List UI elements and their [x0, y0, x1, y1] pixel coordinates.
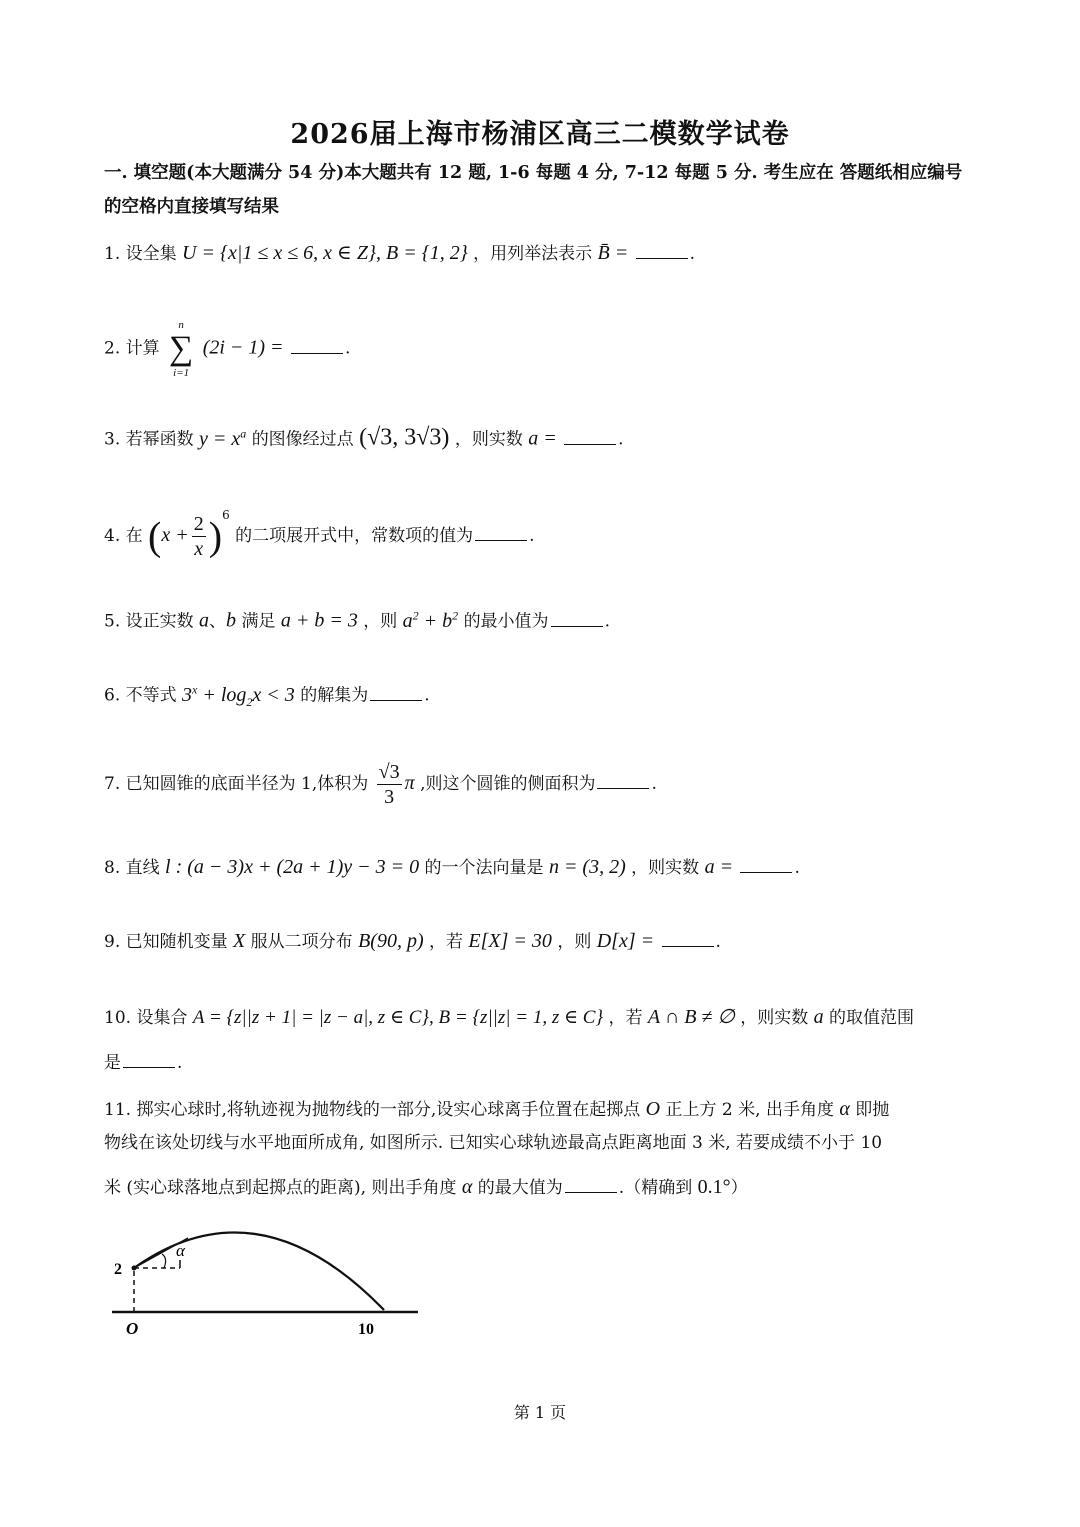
q9-dist: B(90, p) — [358, 930, 424, 952]
q11-line1b: 正上方 2 米, 出手角度 — [665, 1100, 834, 1120]
q9-e: E[X] = 30 — [468, 930, 552, 952]
q2-expr: (2i − 1) = — [202, 336, 284, 359]
q3-mid2: ，则实数 — [454, 429, 523, 450]
q7-pi: π — [404, 772, 415, 794]
question-3 — [104, 418, 984, 455]
q5-cond: a + b = 3 — [280, 609, 358, 632]
q6-exponent: x — [192, 682, 198, 696]
q2-end: . — [344, 338, 351, 359]
q6-prefix: 6. 不等式 — [104, 685, 177, 706]
q4-end: . — [529, 526, 535, 546]
q6-end: . — [424, 685, 430, 706]
sigma-glyph: ∑ — [169, 330, 194, 367]
q3-expr — [199, 428, 246, 450]
question-1 — [104, 238, 984, 269]
question-7 — [104, 760, 984, 809]
question-9 — [104, 926, 984, 957]
question-4 — [104, 500, 984, 561]
q1-end: . — [689, 244, 696, 264]
q4-power: 6 — [222, 508, 230, 522]
question-8 — [104, 852, 984, 883]
answer-blank[interactable] — [370, 682, 422, 701]
q10-mid: ，若 — [608, 1008, 643, 1028]
label-10: 10 — [358, 1321, 374, 1338]
answer-blank[interactable] — [565, 1174, 617, 1193]
angle-arc — [162, 1254, 166, 1268]
answer-blank[interactable] — [564, 426, 616, 445]
answer-blank[interactable] — [636, 240, 688, 259]
answer-blank[interactable] — [291, 335, 343, 354]
q10-end: . — [177, 1053, 183, 1073]
q6-text: 的解集为 — [300, 685, 369, 706]
q8-end: . — [794, 858, 800, 878]
q4-x: x + — [161, 524, 189, 546]
q10-text: 的取值范围 — [829, 1008, 915, 1028]
q3-point: (√3, 3√3) — [359, 424, 450, 451]
sigma-bottom: i=1 — [173, 367, 190, 379]
q7-text: ,则这个圆锥的侧面积为 — [420, 774, 596, 794]
q3-mid: 的图像经过点 — [251, 429, 354, 450]
q11-line1c: 即抛 — [855, 1100, 890, 1120]
q4-open-paren: ( — [148, 513, 162, 559]
q11-alpha: α — [839, 1098, 850, 1120]
q11-line3a: 米 (实心球落地点到起掷点的距离), 则出手角度 — [104, 1178, 457, 1198]
q5-b: b — [226, 609, 237, 632]
answer-blank[interactable] — [123, 1049, 175, 1068]
label-alpha: α — [176, 1241, 185, 1260]
q1-prefix: 1. 设全集 — [104, 244, 177, 264]
trajectory-curve — [134, 1232, 384, 1310]
q5-prefix: 5. 设正实数 — [104, 611, 194, 632]
q8-mid2: ，则实数 — [631, 858, 700, 878]
q11-line1a: 11. 掷实心球时,将轨迹视为抛物线的一部分,设实心球离手位置在起掷点 — [104, 1100, 641, 1120]
q3-var: a = — [528, 427, 557, 450]
q2-prefix: 2. 计算 — [104, 338, 160, 359]
q5-sep: 、 — [209, 611, 227, 632]
answer-blank[interactable] — [740, 854, 792, 873]
q9-X: X — [233, 930, 246, 952]
q11-prec: 0.1° — [697, 1176, 731, 1198]
q9-mid3: ，则 — [557, 932, 592, 952]
q10-line2: 是 — [104, 1053, 121, 1073]
q6-expr — [182, 682, 295, 709]
q4-denominator: x — [194, 538, 204, 560]
q4-fraction — [192, 512, 206, 561]
q5-expr-b: + b — [418, 609, 453, 632]
trajectory-figure — [108, 1210, 438, 1350]
q10-mid2: ，则实数 — [740, 1008, 809, 1028]
q6-base: 3 — [182, 683, 193, 706]
q8-expr: l : (a − 3)x + (2a + 1)y − 3 = 0 — [165, 856, 420, 878]
q5-expr-a: a — [402, 609, 413, 632]
section-heading-line2: 的空格内直接填写结果 — [104, 197, 279, 217]
page-number: 第 1 页 — [513, 1403, 567, 1422]
q11-line3c: .（精确到 — [618, 1178, 693, 1198]
q11-line3d: ） — [730, 1178, 748, 1198]
label-2: 2 — [114, 1261, 122, 1278]
sigma-symbol — [169, 318, 193, 380]
page-title: 2026届上海市杨浦区高三二模数学试卷 — [290, 119, 790, 150]
q5-mid2: ，则 — [363, 611, 398, 632]
q5-mid: 满足 — [241, 611, 276, 632]
q7-denominator: 3 — [384, 786, 395, 808]
question-11-line2: 物线在该处切线与水平地面所成角, 如图所示. 已知实心球轨迹最高点距离地面 3 米, 若要成绩不小于 10 — [104, 1133, 883, 1153]
q7-numerator: √3 — [378, 761, 400, 783]
section-heading-line1: 一. 填空题(本大题满分 54 分)本大题共有 12 题, 1-6 每题 4 分, 7-12 每题 5 分. 考生应在 答题纸相应编号 — [104, 163, 963, 183]
q9-prefix: 9. 已知随机变量 — [104, 932, 228, 952]
q9-end: . — [715, 932, 721, 952]
question-2 — [104, 318, 984, 380]
q6-log: + log — [197, 683, 247, 706]
q3-end: . — [618, 429, 624, 450]
question-11-line3 — [104, 1172, 984, 1203]
label-O: O — [126, 1319, 139, 1338]
answer-blank[interactable] — [551, 608, 603, 627]
q5-a: a — [199, 609, 210, 632]
q5-end: . — [604, 611, 610, 632]
q5-text: 的最小值为 — [463, 611, 549, 632]
q4-close-paren: ) — [208, 513, 223, 559]
q7-end: . — [651, 774, 657, 794]
answer-blank[interactable] — [475, 522, 527, 541]
q10-var: a — [813, 1006, 824, 1028]
question-5 — [104, 600, 984, 637]
q8-vec: n = (3, 2) — [548, 856, 626, 878]
q1-expr: U = {x|1 ≤ x ≤ 6, x ∈ Z}, B = {1, 2} — [182, 242, 468, 264]
q7-fraction — [377, 760, 402, 809]
q10-cond: A ∩ B ≠ ∅ — [647, 1006, 735, 1028]
q1-mid: ，用列举法表示 — [473, 244, 593, 264]
q11-line3b: 的最大值为 — [477, 1178, 563, 1198]
q10-prefix: 10. 设集合 — [104, 1008, 188, 1028]
q5-square-1: 2 — [412, 608, 419, 622]
q5-square-2: 2 — [452, 608, 459, 622]
sigma-top: n — [178, 319, 184, 331]
q3-exponent: a — [240, 426, 247, 440]
q6-tail: x < 3 — [252, 683, 295, 706]
q7-prefix: 7. 已知圆锥的底面半径为 1,体积为 — [104, 774, 369, 794]
answer-blank[interactable] — [662, 928, 714, 947]
q9-mid2: ，若 — [429, 932, 464, 952]
question-10-line2 — [104, 1048, 984, 1078]
q9-d: D[x] = — [596, 930, 655, 952]
q8-mid: 的一个法向量是 — [424, 858, 544, 878]
q1-expr2: B̄ = — [597, 242, 629, 264]
q4-prefix: 4. 在 — [104, 526, 143, 546]
q3-expr-base: y = x — [199, 427, 241, 450]
q5-expr — [403, 610, 459, 632]
question-10 — [104, 1002, 984, 1033]
q4-numerator: 2 — [193, 513, 204, 535]
question-6 — [104, 674, 984, 717]
q8-var: a = — [704, 856, 734, 878]
q4-text: 的二项展开式中，常数项的值为 — [235, 526, 474, 546]
answer-blank[interactable] — [597, 770, 649, 789]
question-11-line1 — [104, 1094, 984, 1125]
release-point — [132, 1266, 137, 1271]
q6-log-base: 2 — [246, 694, 253, 709]
q11-alpha-2: α — [461, 1176, 473, 1198]
q3-prefix: 3. 若幂函数 — [104, 429, 194, 450]
q11-O: O — [645, 1098, 661, 1120]
q8-prefix: 8. 直线 — [104, 858, 160, 878]
q10-expr: A = {z||z + 1| = |z − a|, z ∈ C}, B = {z||z| = 1, z ∈ C} — [192, 1007, 604, 1028]
q9-mid: 服从二项分布 — [250, 932, 353, 952]
